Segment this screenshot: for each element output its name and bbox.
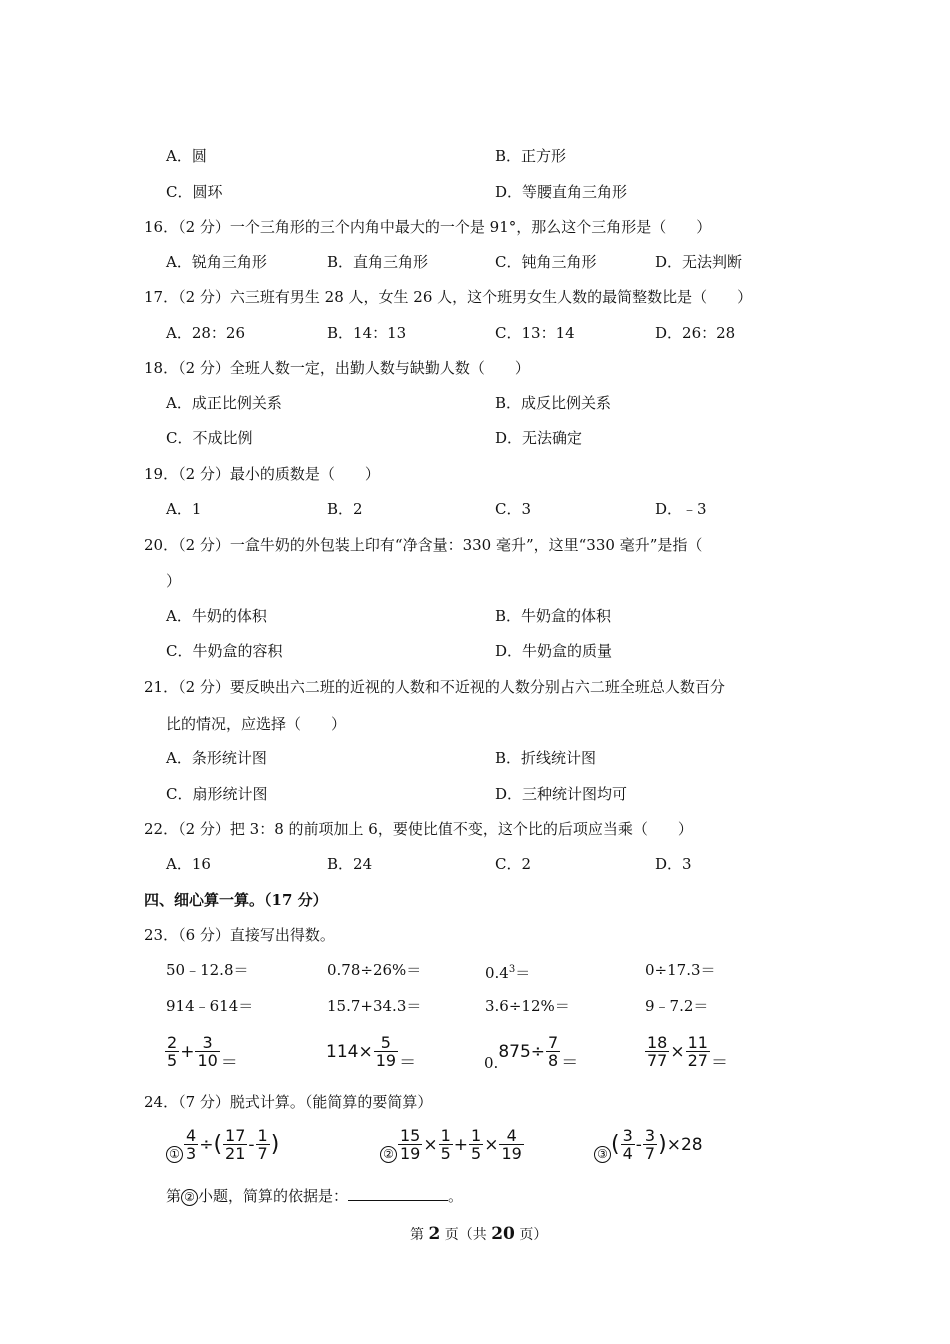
q19-option-b: B．2 <box>327 500 363 518</box>
q23-r1-c1: 50﹣12.8＝ <box>166 961 249 979</box>
q16-option-b: B．直角三角形 <box>327 253 429 271</box>
q21-option-b: B．折线统计图 <box>495 749 597 767</box>
fraction: $\frac{4}{3}$ <box>186 1126 197 1163</box>
circled-number: ③ <box>594 1146 611 1163</box>
q23-stem: 23．（6 分）直接写出得数。 <box>144 926 335 944</box>
q15-option-c: C．圆环 <box>166 183 223 201</box>
q23-r1-c2: 0.78÷26%＝ <box>327 961 422 979</box>
q20-option-b: B．牛奶盒的体积 <box>495 607 612 625</box>
current-page: 2 <box>428 1224 441 1244</box>
q20-option-d: D．牛奶盒的质量 <box>495 642 613 660</box>
q23-r1-c3: $0.4^3=$ <box>485 964 531 982</box>
q23-r3-c3: 0. 875 ÷ $\frac{7}{8}$ ＝ <box>484 1033 579 1073</box>
fraction: $\frac{1}{5}$ <box>440 1126 451 1163</box>
fraction: $\frac{3}{7}$ <box>644 1126 656 1163</box>
fraction: $\frac{7}{8}$ <box>548 1033 559 1070</box>
q23-r2-c1: 914﹣614＝ <box>166 997 254 1015</box>
q22-option-b: B．24 <box>327 855 373 873</box>
fraction: $\frac{1}{7}$ <box>257 1126 268 1163</box>
q23-r3-c2: 114 × $\frac{5}{19}$ ＝ <box>326 1033 417 1073</box>
q17-option-a: A．28：26 <box>166 324 246 342</box>
fraction: $\frac{18}{77}$ <box>647 1033 668 1070</box>
q20-stem-line2: ） <box>166 572 182 590</box>
q21-option-c: C．扇形统计图 <box>166 785 268 803</box>
q24-expr-2: ② $\frac{15}{19}$ × $\frac{1}{5}$ + $\frac{1}{5}$ × $\frac{4}{19}$ <box>380 1126 525 1163</box>
q20-option-a: A．牛奶的体积 <box>166 607 267 625</box>
q18-option-b: B．成反比例关系 <box>495 394 612 412</box>
q19-option-a: A．1 <box>166 500 202 518</box>
q21-stem-line1: 21．（2 分）要反映出六二班的近视的人数和不近视的人数分别占六二班全班总人数百分 <box>144 678 725 696</box>
q17-option-b: B．14：13 <box>327 324 407 342</box>
q15-option-d: D．等腰直角三角形 <box>495 183 628 201</box>
q23-r2-c2: 15.7+34.3＝ <box>327 997 422 1015</box>
q24-expr-1: ① $\frac{4}{3}$ ÷ ( $\frac{17}{21}$ - $\frac{1}{7}$ ) <box>166 1126 279 1163</box>
circled-number: ② <box>380 1146 397 1163</box>
q19-option-c: C．3 <box>495 500 532 518</box>
q21-option-d: D．三种统计图均可 <box>495 785 628 803</box>
q23-r1-c4: 0÷17.3＝ <box>645 961 716 979</box>
q17-stem: 17．（2 分）六三班有男生 28 人，女生 26 人，这个班男女生人数的最简整数比是（ ） <box>144 288 753 306</box>
q17-option-c: C．13：14 <box>495 324 575 342</box>
fraction: $\frac{5}{19}$ <box>375 1033 397 1070</box>
q20-stem-line1: 20．（2 分）一盒牛奶的外包装上印有“净含量：330 毫升”，这里“330 毫升”是指（ <box>144 536 703 554</box>
q19-option-d: D．﹣3 <box>655 500 707 518</box>
fraction: $\frac{4}{19}$ <box>501 1126 522 1163</box>
fraction: $\frac{11}{27}$ <box>687 1033 708 1070</box>
q17-option-d: D．26：28 <box>655 324 736 342</box>
q23-r2-c4: 9﹣7.2＝ <box>645 997 709 1015</box>
fraction: $\frac{17}{21}$ <box>225 1126 246 1163</box>
q24-stem: 24．（7 分）脱式计算。（能简算的要简算） <box>144 1093 433 1111</box>
fraction: $\frac{3}{10}$ <box>197 1033 218 1070</box>
q18-stem: 18．（2 分）全班人数一定，出勤人数与缺勤人数（ ） <box>144 359 530 377</box>
circled-number: ① <box>166 1146 183 1163</box>
answer-blank[interactable] <box>348 1186 448 1201</box>
q15-option-b: B．正方形 <box>495 147 567 165</box>
q22-option-d: D．3 <box>655 855 692 873</box>
q21-stem-line2: 比的情况，应选择（ ） <box>166 715 347 733</box>
q18-option-d: D．无法确定 <box>495 429 583 447</box>
page-footer: 第 2 页（共 20 页） <box>410 1224 548 1244</box>
total-pages: 20 <box>491 1224 515 1244</box>
q16-option-c: C．钝角三角形 <box>495 253 597 271</box>
circled-number: ② <box>181 1189 198 1206</box>
q15-option-a: A．圆 <box>166 147 207 165</box>
fraction: $\frac{3}{4}$ <box>622 1126 633 1163</box>
q24-expr-3: ③ ( $\frac{3}{4}$ - $\frac{3}{7}$ ) ×28 <box>594 1126 703 1163</box>
q22-option-c: C．2 <box>495 855 532 873</box>
q19-stem: 19．（2 分）最小的质数是（ ） <box>144 465 380 483</box>
q23-r2-c3: 3.6÷12%＝ <box>485 997 570 1015</box>
q24-note: 第 ② 小题，简算的依据是： 。 <box>166 1187 464 1205</box>
q23-r3-c1: $\frac{2}{5}$ + $\frac{3}{10}$ ＝ <box>167 1033 238 1073</box>
fraction: $\frac{15}{19}$ <box>400 1126 421 1163</box>
fraction: $\frac{1}{5}$ <box>471 1126 482 1163</box>
section-4-heading: 四、细心算一算。（17 分） <box>144 891 328 909</box>
q18-option-a: A．成正比例关系 <box>166 394 282 412</box>
fraction: $\frac{2}{5}$ <box>167 1033 178 1070</box>
q21-option-a: A．条形统计图 <box>166 749 267 767</box>
q20-option-c: C．牛奶盒的容积 <box>166 642 283 660</box>
q18-option-c: C．不成比例 <box>166 429 253 447</box>
q16-option-a: A．锐角三角形 <box>166 253 267 271</box>
q22-stem: 22．（2 分）把 3：8 的前项加上 6，要使比值不变，这个比的后项应当乘（ ） <box>144 820 693 838</box>
q22-option-a: A．16 <box>166 855 211 873</box>
q23-r3-c4: $\frac{18}{77}$ × $\frac{11}{27}$ ＝ <box>647 1033 728 1073</box>
q16-stem: 16．（2 分）一个三角形的三个内角中最大的一个是 91°，那么这个三角形是（ ） <box>144 218 712 236</box>
q16-option-d: D．无法判断 <box>655 253 743 271</box>
